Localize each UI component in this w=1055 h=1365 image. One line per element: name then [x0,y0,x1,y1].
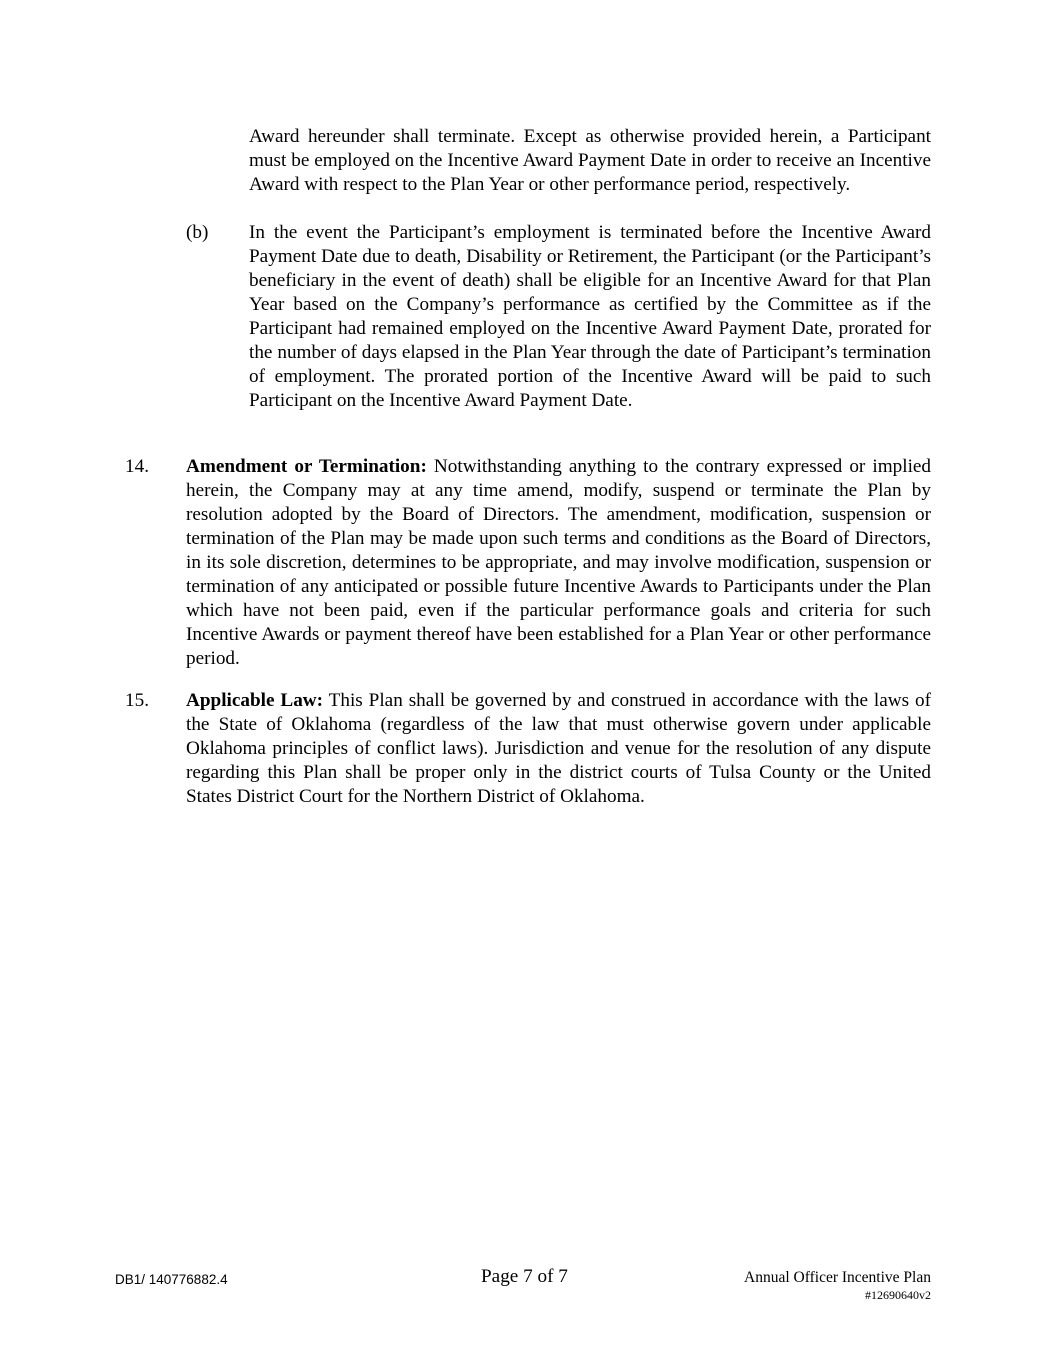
subsection-b-paragraph: In the event the Participant’s employment is terminated before the Incentive Award Payment Date due to death, Disability or Retirement, the Participant (or the Participant’s beneficiary in the event of death) shall be eligible for an Incentive Award for that Plan Year based on the Company’s performance as certified by the Committee as if the Participant had remained employed on the Incentive Award Payment Date, prorated for the number of days elapsed in the Plan Year through the date of Participant’s termination of employment. The prorated portion of the Incentive Award will be paid to such Participant on the Incentive Award Payment Date. [249,222,931,411]
footer-doc-id: #12690640v2 [865,1288,931,1302]
section-15-text: This Plan shall be governed by and construed in accordance with the laws of the State of Oklahoma (regardless of the law that must otherwise govern under applicable Oklahoma principles of conflict laws). Jurisdiction and venue for the resolution of any dispute regarding this Plan shall be proper only in the district courts of Tulsa County or the United States District Court for the Northern District of Oklahoma. [186,690,931,807]
section-14-paragraph [186,455,931,671]
section-15-paragraph [186,689,931,809]
section-14-heading: Amendment or Termination: [186,456,427,477]
section-14-text: Notwithstanding anything to the contrary expressed or implied herein, the Company may at any time amend, modify, suspend or terminate the Plan by resolution adopted by the Board of Directors. The amendment, modification, suspension or termination of the Plan may be made upon such terms and conditions as the Board of Directors, in its sole discretion, determines to be appropriate, and may involve modification, suspension or termination of any anticipated or possible future Incentive Awards to Participants under the Plan which have not been paid, even if the particular performance goals and criteria for such Incentive Awards or payment thereof have been established for a Plan Year or other performance period. [186,456,932,669]
section-15-number: 15. [125,690,149,711]
footer-doc-ref: DB1/ 140776882.4 [115,1272,228,1287]
footer-plan-title: Annual Officer Incentive Plan [744,1269,931,1286]
continuation-paragraph: Award hereunder shall terminate. Except as otherwise provided herein, a Participant must be employed on the Incentive Award Payment Date in order to receive an Incentive Award with respect to the Plan Year or other performance period, respectively. [249,126,931,195]
subsection-b-label: (b) [186,222,209,243]
footer-page-number: Page 7 of 7 [481,1266,568,1287]
section-15-heading: Applicable Law: [186,690,324,711]
section-14-number: 14. [125,456,149,477]
